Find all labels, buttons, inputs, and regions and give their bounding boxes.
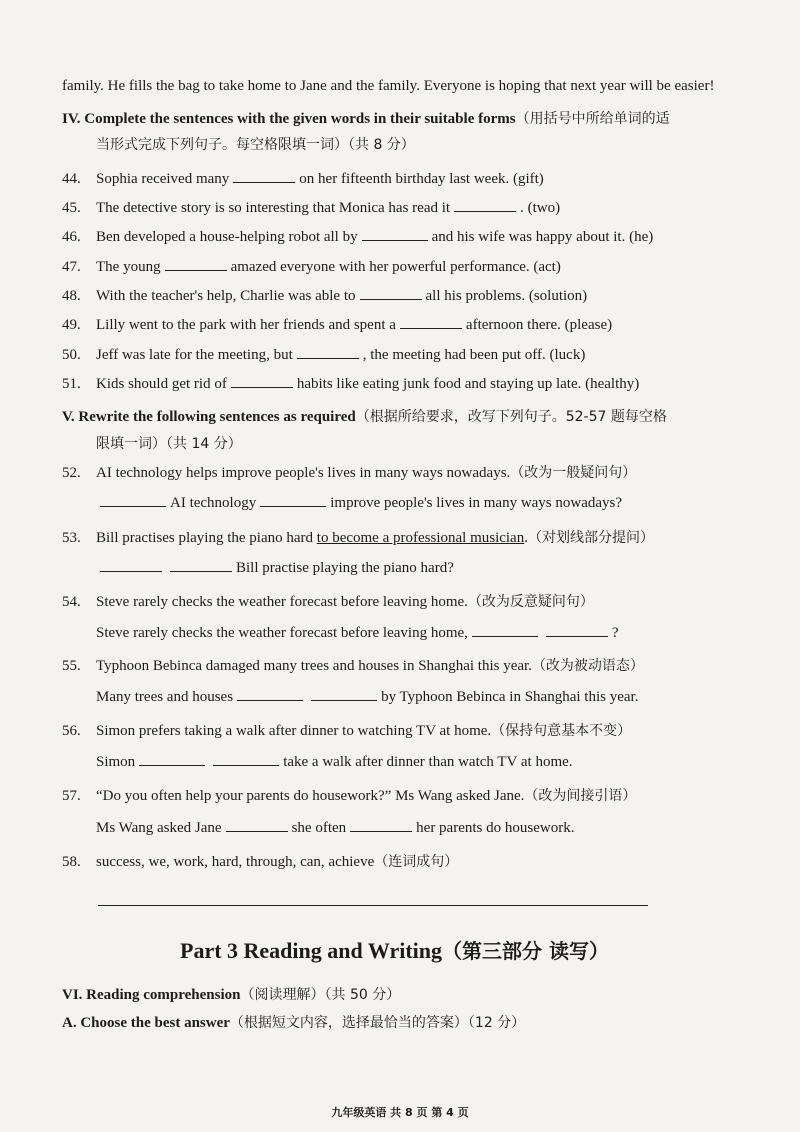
question-text: The young: [96, 259, 161, 275]
question-54: [62, 591, 594, 611]
section-5-instruction-1: （根据所给要求，改写下列句子。52-57 题每空格: [355, 409, 667, 425]
question-51: [62, 373, 639, 393]
question-44: [62, 168, 544, 188]
section-6-title: VI. Reading comprehension: [62, 987, 241, 1003]
question-number: 54.: [62, 594, 81, 610]
question-text: Lilly went to the park with her friends and spent a: [96, 317, 396, 333]
question-text: and his wife was happy about it. (he): [431, 229, 654, 245]
question-55: [62, 655, 644, 675]
question-52: [62, 462, 636, 482]
question-text: , the meeting had been put off. (luck): [362, 347, 586, 363]
answer-text: Bill practise playing the piano hard?: [236, 560, 454, 576]
question-text: on her fifteenth birthday last week. (gift): [299, 171, 544, 187]
question-number: 51.: [62, 376, 81, 392]
question-50: [62, 344, 585, 364]
answer-text: AI technology: [170, 495, 257, 511]
question-56-answer: [96, 751, 573, 771]
question-53: [62, 527, 654, 547]
answer-blank[interactable]: [226, 817, 288, 832]
answer-blank[interactable]: [213, 751, 279, 766]
part-3-title-text: Part 3 Reading and Writing: [180, 938, 442, 963]
question-number: 44.: [62, 171, 81, 187]
question-text: all his problems. (solution): [425, 288, 588, 304]
question-number: 56.: [62, 723, 81, 739]
answer-blank[interactable]: [472, 622, 538, 637]
question-requirement: （保持句意基本不变）: [491, 723, 632, 739]
section-4-title: IV. Complete the sentences with the given words in their suitable forms: [62, 111, 516, 127]
question-requirement: （对划线部分提问）: [527, 530, 654, 546]
answer-text: Ms Wang asked Jane: [96, 820, 222, 836]
question-text: Ben developed a house-helping robot all by: [96, 229, 358, 245]
answer-text: take a walk after dinner than watch TV at home.: [283, 754, 573, 770]
question-57-answer: [96, 817, 574, 837]
answer-blank[interactable]: [297, 344, 359, 359]
question-requirement: （改为间接引语）: [524, 788, 637, 804]
question-number: 55.: [62, 658, 81, 674]
question-number: 53.: [62, 530, 81, 546]
section-4-instruction-2: 当形式完成下列句子。每空格限填一词）（共 8 分）: [96, 137, 415, 153]
question-text: The detective story is so interesting that Monica has read it: [96, 200, 451, 216]
question-text: “Do you often help your parents do housework?” Ms Wang asked Jane.: [96, 788, 525, 804]
answer-blank[interactable]: [362, 226, 428, 241]
answer-blank[interactable]: [165, 256, 227, 271]
question-57: [62, 785, 636, 805]
answer-text: her parents do housework.: [416, 820, 575, 836]
answer-blank[interactable]: [400, 314, 462, 329]
question-number: 46.: [62, 229, 81, 245]
question-45: [62, 197, 560, 217]
question-requirement: （改为一般疑问句）: [510, 465, 637, 481]
answer-blank[interactable]: [350, 817, 412, 832]
question-requirement: （改为反意疑问句）: [467, 594, 594, 610]
part-3-title-cn: （第三部分 读写）: [442, 939, 609, 963]
answer-blank[interactable]: [100, 557, 162, 572]
answer-blank[interactable]: [100, 492, 166, 507]
question-number: 57.: [62, 788, 81, 804]
answer-text: Many trees and houses: [96, 689, 234, 705]
question-text: AI technology helps improve people's lives in many ways nowadays.: [96, 465, 511, 481]
answer-blank[interactable]: [454, 197, 516, 212]
section-5-heading: [62, 406, 667, 426]
question-text: Jeff was late for the meeting, but: [96, 347, 293, 363]
question-text: Steve rarely checks the weather forecast before leaving home.: [96, 594, 468, 610]
section-5-title: V. Rewrite the following sentences as required: [62, 409, 356, 425]
question-54-answer: [96, 622, 619, 642]
question-47: [62, 256, 561, 276]
answer-blank[interactable]: [260, 492, 326, 507]
answer-blank[interactable]: [237, 686, 303, 701]
answer-blank[interactable]: [231, 373, 293, 388]
underlined-part: to become a professional musician: [316, 530, 525, 546]
section-4-instruction-1: （用括号中所给单词的适: [515, 111, 670, 127]
question-requirement: （连词成句）: [374, 854, 459, 870]
answer-blank[interactable]: [546, 622, 608, 637]
question-requirement: （改为被动语态）: [531, 658, 644, 674]
question-58: [62, 851, 458, 871]
question-text: Sophia received many: [96, 171, 230, 187]
question-text: amazed everyone with her powerful performance. (act): [230, 259, 561, 275]
question-text: success, we, work, hard, through, can, achieve: [96, 854, 375, 870]
answer-text: improve people's lives in many ways nowadays?: [330, 495, 623, 511]
part-3-title: [180, 935, 609, 964]
section-a-heading: [62, 1012, 525, 1032]
question-text: With the teacher's help, Charlie was able to: [96, 288, 356, 304]
question-text: . (two): [520, 200, 561, 216]
answer-text: ?: [611, 625, 619, 641]
intro-line: family. He fills the bag to take home to Jane and the family. Everyone is hoping that next year will be easier!: [62, 78, 715, 94]
section-6-instruction: （阅读理解）（共 50 分）: [240, 987, 401, 1003]
question-52-answer: [96, 492, 622, 512]
page-footer: 九年级英语 共 8 页 第 4 页: [331, 1106, 469, 1119]
question-text: Bill practises playing the piano hard: [96, 530, 314, 546]
question-55-answer: [96, 686, 638, 706]
question-text: afternoon there. (please): [465, 317, 613, 333]
answer-text: Simon: [96, 754, 136, 770]
answer-text: Steve rarely checks the weather forecast before leaving home,: [96, 625, 468, 641]
question-number: 47.: [62, 259, 81, 275]
section-a-instruction: （根据短文内容，选择最恰当的答案）（12 分）: [229, 1015, 526, 1031]
section-6-heading: [62, 984, 400, 1004]
question-58-answer-line[interactable]: [98, 905, 648, 906]
question-53-answer: [96, 557, 454, 577]
answer-blank[interactable]: [233, 168, 295, 183]
section-5-instruction-2: 限填一词）（共 14 分）: [96, 436, 242, 452]
question-number: 50.: [62, 347, 81, 363]
question-48: [62, 285, 587, 305]
answer-blank[interactable]: [311, 686, 377, 701]
answer-blank[interactable]: [170, 557, 232, 572]
question-text: habits like eating junk food and staying up late. (healthy): [296, 376, 640, 392]
question-number: 45.: [62, 200, 81, 216]
question-56: [62, 720, 631, 740]
question-46: [62, 226, 653, 246]
question-number: 49.: [62, 317, 81, 333]
question-text: Kids should get rid of: [96, 376, 227, 392]
section-a-title: A. Choose the best answer: [62, 1015, 230, 1031]
answer-text: she often: [291, 820, 347, 836]
answer-blank[interactable]: [139, 751, 205, 766]
question-text: .: [524, 530, 528, 546]
question-text: Simon prefers taking a walk after dinner to watching TV at home.: [96, 723, 492, 739]
question-number: 48.: [62, 288, 81, 304]
answer-text: by Typhoon Bebinca in Shanghai this year.: [381, 689, 639, 705]
section-4-heading: [62, 108, 670, 128]
answer-blank[interactable]: [360, 285, 422, 300]
question-49: [62, 314, 612, 334]
question-text: Typhoon Bebinca damaged many trees and houses in Shanghai this year.: [96, 658, 532, 674]
question-number: 52.: [62, 465, 81, 481]
question-number: 58.: [62, 854, 81, 870]
